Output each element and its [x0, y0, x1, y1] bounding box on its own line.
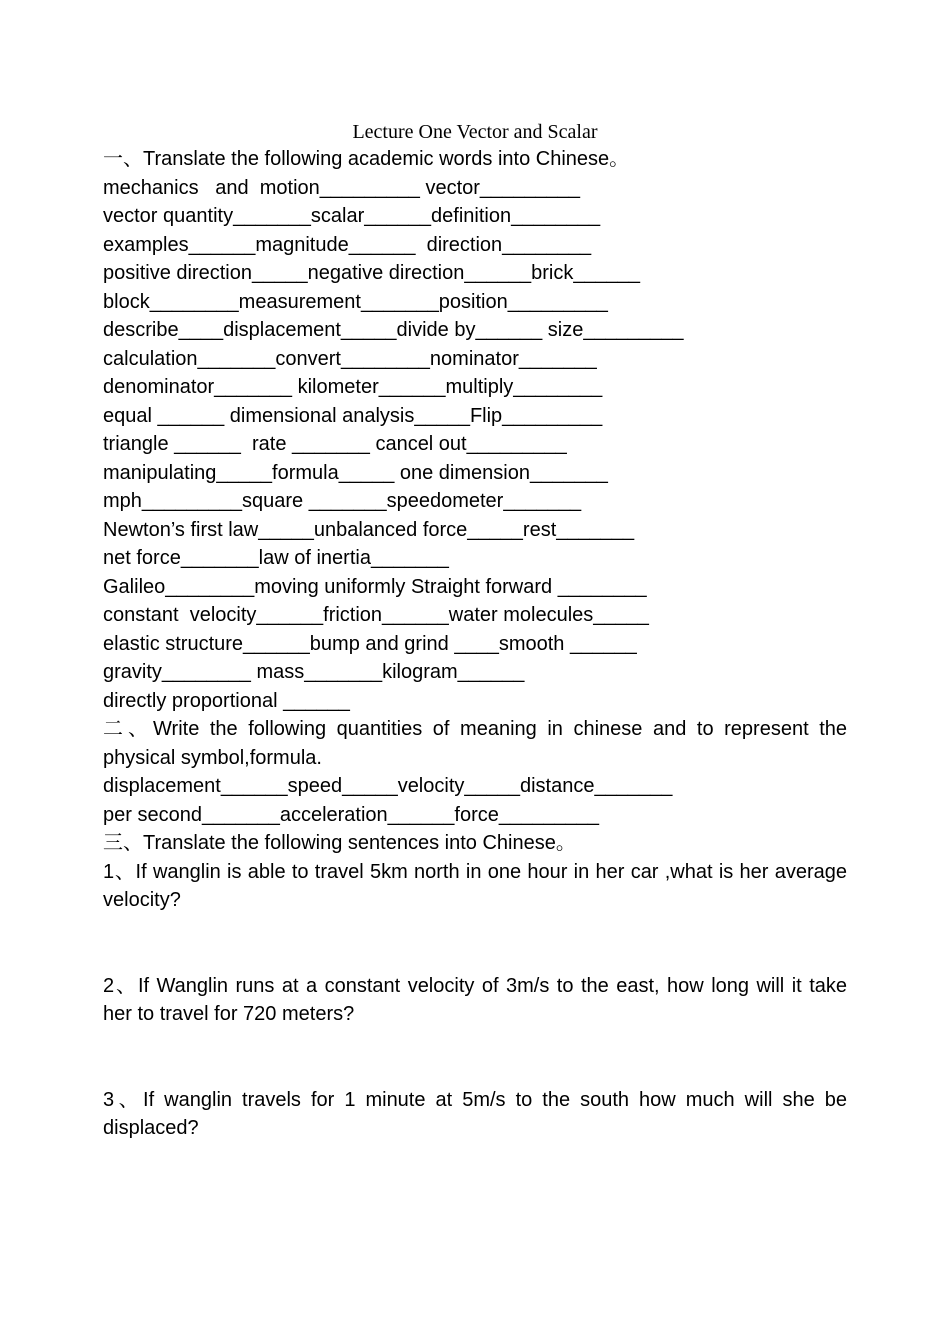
quantity-line: displacement______speed_____velocity_____distance_______ [103, 775, 673, 797]
vocab-line: block________measurement_______position_________ [103, 290, 608, 313]
vocab-line: vector quantity_______scalar______definition________ [103, 205, 601, 227]
question-2: 2、If Wanglin runs at a constant velocity of 3m/s to the east, how long will it take her to travel for 720 meters? [103, 974, 847, 1025]
vocab-line: Galileo________moving uniformly Straight forward ________ [103, 575, 647, 598]
lecture-title: Lecture One Vector and Scalar [352, 121, 598, 143]
section-3-heading: 三、Translate the following sentences into Chinese。 [103, 832, 576, 854]
section-1-heading: 一、Translate the following academic words into Chinese。 [103, 148, 630, 170]
vocab-line: elastic structure______bump and grind ____smooth ______ [103, 632, 637, 655]
vocab-line: net force_______law of inertia_______ [103, 547, 449, 569]
section-2-heading: 二、Write the following quantities of meaning in chinese and to represent the physical symbol,formula. [103, 718, 847, 769]
vocab-line: mph_________square _______speedometer_______ [103, 490, 582, 512]
vocab-line: denominator_______ kilometer______multiply________ [103, 376, 603, 398]
vocab-line: manipulating_____formula_____ one dimension_______ [103, 461, 608, 484]
vocab-line: mechanics and motion_________ vector_________ [103, 176, 581, 199]
answer-space [103, 915, 847, 972]
vocab-line: calculation_______convert________nominator_______ [103, 347, 597, 370]
vocab-line: Newton’s first law_____unbalanced force_____rest_______ [103, 518, 635, 541]
quantity-line: per second_______acceleration______force_________ [103, 803, 599, 826]
vocab-line: gravity________ mass_______kilogram______ [103, 661, 525, 683]
vocab-line: examples______magnitude______ direction________ [103, 233, 592, 256]
question-1: 1、If wanglin is able to travel 5km north in one hour in her car ,what is her average velocity? [103, 860, 847, 911]
question-3: 3、If wanglin travels for 1 minute at 5m/s to the south how much will she be displaced? [103, 1088, 847, 1139]
vocab-line: directly proportional ______ [103, 689, 350, 712]
vocab-line: equal ______ dimensional analysis_____Flip_________ [103, 404, 603, 427]
vocab-line: describe____displacement_____divide by______ size_________ [103, 319, 684, 341]
worksheet-body [103, 145, 847, 1143]
vocab-line: constant velocity______friction______water molecules_____ [103, 604, 649, 626]
vocab-line: triangle ______ rate _______ cancel out_________ [103, 433, 567, 455]
answer-space [103, 1029, 847, 1086]
vocab-line: positive direction_____negative direction______brick______ [103, 262, 641, 284]
